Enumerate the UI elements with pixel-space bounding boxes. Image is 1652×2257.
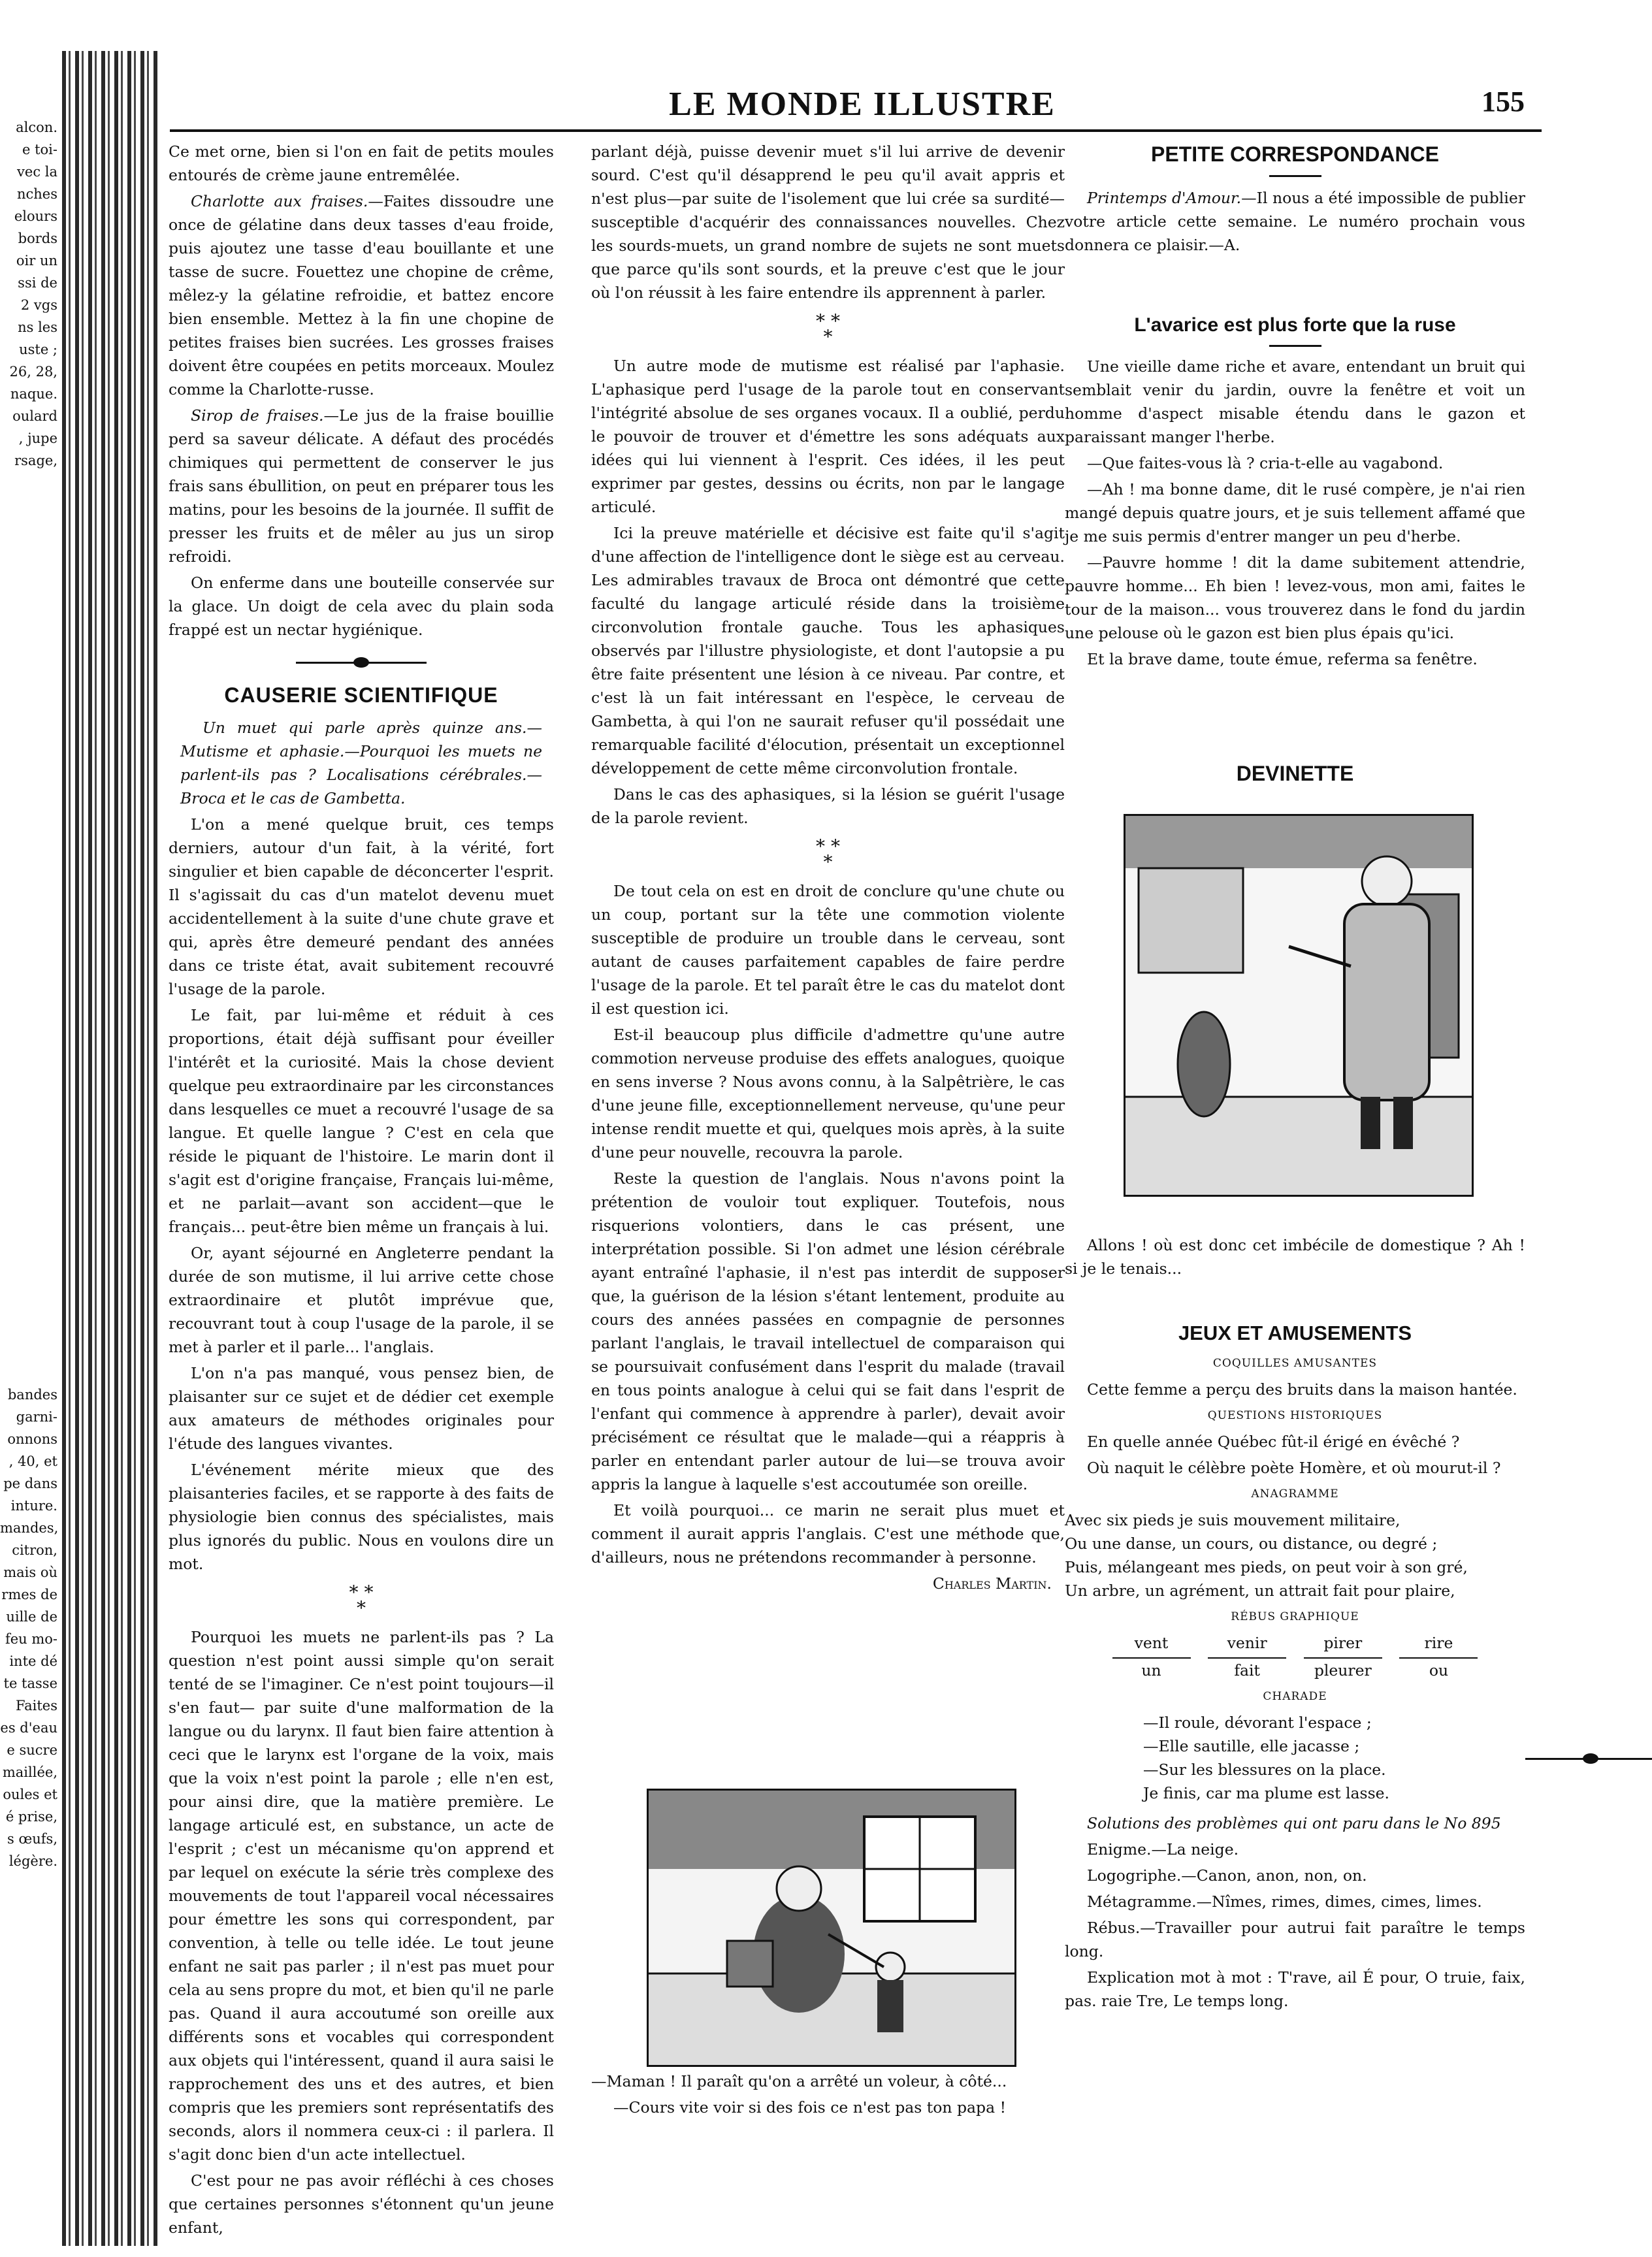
solutions-title: Solutions des problèmes qui ont paru dans le No 895: [1065, 1811, 1525, 1835]
rebus-top: rire: [1399, 1631, 1478, 1659]
paragraph: parlant déjà, puisse devenir muet s'il lui arrive de devenir sourd. C'est qu'il désapprend le peu qu'il avait appris et n'est plus—par suite de l'isolement que lui crée sa surdité—susceptible d'acquérir des connaissances nouvelles. Chez les sourds-muets, un grand nombre de sujets ne sont muets que parce qu'ils sont sourds, et la preuve c'est que le jour où l'on réussit à les faire entendre ils apprennent à parler.: [591, 140, 1065, 304]
recipe-text: —Le jus de la fraise bouillie perd sa saveur délicate. A défaut des procédés chimiques qui permettent de conserver le jus frais sans ébullition, on peut en préparer tous les matins, pour les besoins de la journée. Il suffit de presser les fruits et de mêler au jus un sirop refroidi.: [169, 406, 554, 566]
subheading: ANAGRAMME: [1065, 1482, 1525, 1506]
recipe-title: Sirop de fraises.: [191, 406, 323, 425]
trim-line: , 40, et: [0, 1450, 57, 1472]
rebus-top: venir: [1208, 1631, 1286, 1659]
short-rule: [1269, 175, 1321, 177]
correspondence-item: [1065, 186, 1525, 257]
trim-line: oulard: [0, 405, 57, 427]
trim-line: elours: [0, 205, 57, 227]
column-2: [591, 140, 1065, 1598]
rebus-graphic: [1112, 1631, 1478, 1682]
rebus-cell: [1399, 1631, 1478, 1682]
paragraph: C'est pour ne pas avoir réfléchi à ces choses que certaines personnes s'étonnent qu'un jeune enfant,: [169, 2169, 554, 2239]
trim-line: inture.: [0, 1495, 57, 1517]
ornament-divider: [1525, 1749, 1652, 1768]
trim-line: ns les: [0, 316, 57, 338]
petite-correspondance: [1065, 142, 1525, 259]
page-number: 155: [1482, 85, 1525, 118]
cartoon-drawing: [649, 1791, 1014, 2065]
trim-line: nches: [0, 183, 57, 205]
subheading: COQUILLES AMUSANTES: [1065, 1352, 1525, 1375]
article-summary: Un muet qui parle après quinze ans.—Mutisme et aphasie.—Pourquoi les muets ne parlent-ils pas ? Localisations cérébrales.—Broca et le cas de Gambetta.: [169, 716, 554, 810]
paragraph: Or, ayant séjourné en Angleterre pendant la durée de son mutisme, il lui arrive cette chose extraordinaire et plutôt imprévue que, recouvrant tout à coup l'usage de la parole, il se met à parler et il parle... l'anglais.: [169, 1241, 554, 1359]
verse-line: —Sur les blessures on la place.: [1143, 1758, 1525, 1781]
puzzle-text: Où naquit le célèbre poète Homère, et où mourut-il ?: [1065, 1456, 1525, 1480]
paragraph: Ici la preuve matérielle et décisive est faite qu'il s'agit d'une affection de l'intelligence dont le siège est au cerveau. Les admirables travaux de Broca ont démontré que cette faculté du langage articulé réside dans la troisième circonvolution frontale gauche. Tous les aphasiques observés par l'illustre physiologiste, et dont l'autopsie a pu être faite présentent une lésion à ce niveau. Par contre, et c'est là un fait intéressant en l'espèce, le cerveau de Gambetta, à qui l'on ne saurait refuser qu'il possédait une remarquable facilité d'élocution, présentait un exceptionnel développement de cette même circonvolution frontale.: [591, 521, 1065, 780]
paragraph: L'événement mérite mieux que des plaisanteries faciles, et se rapporte à des faits de physiologie bien connus des spécialistes, mais plus ignorés du public. Nous en voulons dire un mot.: [169, 1458, 554, 1576]
verse-line: Avec six pieds je suis mouvement militaire,: [1065, 1508, 1525, 1532]
paragraph: Reste la question de l'anglais. Nous n'avons point la prétention de vouloir tout expliquer. Toutefois, nous risquerions volontiers, dans le cas présent, une interprétation possible. Si l'on admet une lésion cérébrale ayant entraîné l'aphasie, il n'est pas interdit de supposer que, la guérison de la lésion s'étant lentement, produite au cours des années passées en compagnie de personnes parlant l'anglais, le travail intellectuel de comparaison qui se poursuivait confusément dans l'esprit du malade (travail en tous points analogue à celui qui se fait dans l'esprit de l'enfant qui commence à apprendre à parler), devait avoir précisément ce résultat que le malade—qui a réappris à parler en entendant parler autour de lui—se trouva avoir appris la langue à laquelle s'est accoutumée son oreille.: [591, 1167, 1065, 1496]
rebus-cell: [1304, 1631, 1382, 1682]
header-rule: [170, 129, 1542, 132]
paragraph: Un autre mode de mutisme est réalisé par l'aphasie. L'aphasique perd l'usage de la parole tout en conservant l'intégrité absolue de ses organes vocaux. Il a oublié, perdu le pouvoir de trouver et d'émettre les sons adéquats aux idées qui lui viennent à l'esprit. Ces idées, il les peut exprimer par gestes, dessins ou écrits, non par le langage articulé.: [591, 354, 1065, 519]
asterism: * * *: [591, 839, 1065, 870]
devinette-heading-block: [1065, 762, 1525, 785]
jeux-et-amusements: [1065, 1322, 1525, 2015]
author-signature: Charles Martin.: [591, 1572, 1065, 1595]
rebus-bottom: pleurer: [1304, 1659, 1382, 1682]
verse-line: Ou une danse, un cours, ou distance, ou degré ;: [1065, 1532, 1525, 1555]
asterism: * * *: [591, 314, 1065, 345]
recipe-text: —Faites dissoudre une once de gélatine dans deux tasses d'eau froide, puis ajoutez une tasse d'eau bouillante et une tasse de sucre. Fouettez une chopine de crême, mêlez-y la gélatine refroidie, et battez encore bien ensemble. Mettez à la fin une chopine de petites fraises bien sucrées. Les grosses fraises doivent être coupées en petits morceaux. Moulez comme la Charlotte-russe.: [169, 192, 554, 398]
trim-line: inte dé: [0, 1650, 57, 1672]
trim-line: oir un: [0, 250, 57, 272]
trim-line: légère.: [0, 1850, 57, 1872]
cartoon-illustration: [647, 1789, 1016, 2067]
puzzle-text: Cette femme a perçu des bruits dans la maison hantée.: [1065, 1378, 1525, 1401]
trim-line: bandes: [0, 1384, 57, 1406]
cartoon-caption: [591, 2070, 1065, 2122]
caption-line: —Maman ! Il paraît qu'on a arrêté un voleur, à côté...: [591, 2070, 1065, 2093]
trim-line: garni-: [0, 1406, 57, 1428]
anecdote-heading: L'avarice est plus forte que la ruse: [1065, 314, 1525, 337]
subheading: QUESTIONS HISTORIQUES: [1065, 1404, 1525, 1427]
trim-line: feu mo-: [0, 1628, 57, 1650]
trim-line: uille de: [0, 1606, 57, 1628]
rebus-cell: [1208, 1631, 1286, 1682]
paragraph: —Ah ! ma bonne dame, dit le rusé compère, je n'ai rien mangé depuis quatre jours, et je suis tellement affamé que je me suis permis d'entrer manger un peu d'herbe.: [1065, 478, 1525, 548]
solution-line: Explication mot à mot : T'rave, ail É pour, O truie, faix, pas. raie Tre, Le temps long.: [1065, 1966, 1525, 2013]
section-heading: DEVINETTE: [1065, 762, 1525, 785]
subheading: RÉBUS GRAPHIQUE: [1065, 1605, 1525, 1629]
column-1: [169, 140, 554, 2242]
trim-line: bords: [0, 227, 57, 250]
paragraph: —Que faites-vous là ? cria-t-elle au vagabond.: [1065, 451, 1525, 475]
paragraph: Une vieille dame riche et avare, entendant un bruit qui semblait venir du jardin, ouvre la fenêtre et voit un homme d'aspect misable étendu dans le gazon et paraissant manger l'herbe.: [1065, 355, 1525, 449]
binding-spine: [62, 51, 160, 2246]
anecdote-avarice: [1065, 314, 1525, 674]
trim-line: oules et: [0, 1783, 57, 1806]
caption-line: —Cours vite voir si des fois ce n'est pas ton papa !: [591, 2096, 1065, 2119]
trim-line: e toi-: [0, 138, 57, 161]
subheading: CHARADE: [1065, 1685, 1525, 1708]
left-page-fragment-top: [0, 116, 57, 472]
solution-line: Logogriphe.—Canon, anon, non, on.: [1065, 1864, 1525, 1887]
asterism: * * *: [169, 1585, 554, 1616]
trim-line: mandes,: [0, 1517, 57, 1539]
recipe-sirop: [169, 404, 554, 568]
charade-verse: [1065, 1711, 1525, 1805]
left-page-fragment-bottom: [0, 1384, 57, 1872]
trim-line: 2 vgs: [0, 294, 57, 316]
correspondence-title: Printemps d'Amour.: [1087, 189, 1241, 207]
trim-line: pe dans: [0, 1472, 57, 1495]
paragraph: Pourquoi les muets ne parlent-ils pas ? La question n'est point aussi simple qu'on serait tenté de se l'imaginer. Ce n'est point toujours—il s'en faut— par suite d'une malformation de la langue ou du larynx. Il faut bien faire attention à ceci que le larynx est l'organe de la voix, mais que la voix n'est point la parole ; elle n'en est, pour ainsi dire, que la matière première. Le langage articulé est, en substance, un acte de l'esprit ; c'est un mécanisme qu'on apprend et par lequel on exécute la série très complexe des mouvements de tout l'appareil vocal nécessaires pour émettre les sons qui correspondent, par convention, à telle ou telle idée. Le tout jeune enfant ne sait pas parler ; il n'est pas muet pour cela au sens propre du mot, et bien qu'il ne parle pas. Quand il aura accoutumé son oreille aux différents sons et vocables qui correspondent aux objets qui l'intéressent, quand il aura saisi le rapprochement des uns et des autres, et bien compris que les premiers sont représentatifs des seconds, alors il nommera ceux-ci : il parlera. Il s'agit donc bien d'un acte intellectuel.: [169, 1625, 554, 2166]
solution-line: Rébus.—Travailler pour autrui fait paraître le temps long.: [1065, 1916, 1525, 1963]
verse-line: Je finis, car ma plume est lasse.: [1143, 1781, 1525, 1805]
paragraph: L'on n'a pas manqué, vous pensez bien, de plaisanter sur ce sujet et de dédier cet exemple aux amateurs de méthodes originales pour l'étude des langues vivantes.: [169, 1361, 554, 1455]
paragraph: Dans le cas des aphasiques, si la lésion se guérit l'usage de la parole revient.: [591, 783, 1065, 830]
devinette-illustration: [1124, 814, 1474, 1197]
recipe-title: Charlotte aux fraises.: [191, 192, 368, 210]
trim-line: te tasse: [0, 1672, 57, 1695]
trim-line: vec la: [0, 161, 57, 183]
trim-line: maillée,: [0, 1761, 57, 1783]
trim-line: 26, 28,: [0, 361, 57, 383]
verse-line: Puis, mélangeant mes pieds, on peut voir à son gré,: [1065, 1555, 1525, 1579]
puzzle-text: En quelle année Québec fût-il érigé en évêché ?: [1065, 1430, 1525, 1453]
short-rule: [1269, 345, 1321, 347]
rebus-top: pirer: [1304, 1631, 1382, 1659]
section-heading: CAUSERIE SCIENTIFIQUE: [169, 683, 554, 707]
correspondence-text: —Il nous a été impossible de publier votre article cette semaine. Le numéro prochain vous donnera ce plaisir.—A.: [1065, 189, 1525, 254]
trim-line: alcon.: [0, 116, 57, 138]
devinette-drawing: [1126, 816, 1472, 1195]
paragraph: Le fait, par lui-même et réduit à ces proportions, était déjà suffisant pour éveiller l'intérêt et la curiosité. Mais la chose devient quelque peu extraordinaire par les circonstances dans lesquelles ce muet a recouvré l'usage de sa langue. Et quelle langue ? C'est en cela que réside le piquant de l'histoire. Le marin dont il s'agit est d'origine française, Français lui-même, et ne parlait—avant son accident—que le français... peut-être bien même un français à lui.: [169, 1003, 554, 1239]
trim-line: es d'eau: [0, 1717, 57, 1739]
rebus-bottom: ou: [1399, 1659, 1478, 1682]
verse-line: —Elle sautille, elle jacasse ;: [1143, 1734, 1525, 1758]
paragraph: On enferme dans une bouteille conservée sur la glace. Un doigt de cela avec du plain soda frappé est un nectar hygiénique.: [169, 571, 554, 641]
section-heading: JEUX ET AMUSEMENTS: [1065, 1322, 1525, 1345]
anagram-verse: [1065, 1508, 1525, 1602]
solution-line: Métagramme.—Nîmes, rimes, dimes, cimes, limes.: [1065, 1890, 1525, 1913]
ornament-divider: [296, 653, 427, 672]
verse-line: Un arbre, un agrément, un attrait fait pour plaire,: [1065, 1579, 1525, 1602]
trim-line: Faites: [0, 1695, 57, 1717]
rebus-cell: [1112, 1631, 1191, 1682]
rebus-bottom: fait: [1208, 1659, 1286, 1682]
trim-line: , jupe: [0, 427, 57, 449]
paragraph: Et voilà pourquoi... ce marin ne serait plus muet et comment il aurait appris l'anglais. C'est une méthode que, d'ailleurs, nous ne prétendons recommander à personne.: [591, 1499, 1065, 1569]
trim-line: uste ;: [0, 338, 57, 361]
trim-line: ssi de: [0, 272, 57, 294]
paragraph: Est-il beaucoup plus difficile d'admettre qu'une autre commotion nerveuse produise des effets analogues, quoique en sens inverse ? Nous avons connu, à la Salpêtrière, le cas d'une jeune fille, exceptionnellement nerveuse, qu'une peur intense rendit muette et qui, quelques mois après, à la suite d'une peur nouvelle, recouvra la parole.: [591, 1023, 1065, 1164]
recipe-charlotte: [169, 189, 554, 401]
verse-line: —Il roule, dévorant l'espace ;: [1143, 1711, 1525, 1734]
trim-line: naque.: [0, 383, 57, 405]
trim-line: e sucre: [0, 1739, 57, 1761]
trim-line: rsage,: [0, 449, 57, 472]
devinette-caption: [1065, 1233, 1525, 1283]
trim-line: s œufs,: [0, 1828, 57, 1850]
paragraph: Ce met orne, bien si l'on en fait de petits moules entourés de crème jaune entremêlée.: [169, 140, 554, 187]
trim-line: é prise,: [0, 1806, 57, 1828]
paragraph: De tout cela on est en droit de conclure qu'une chute ou un coup, portant sur la tête une commotion violente susceptible de produire un trouble dans le cerveau, sont autant de causes parfaitement capables de faire perdre l'usage de la parole. Et tel paraît être le cas du matelot dont il est question ici.: [591, 879, 1065, 1020]
trim-line: onnons: [0, 1428, 57, 1450]
paragraph: —Pauvre homme ! dit la dame subitement attendrie, pauvre homme... Eh bien ! levez-vous, mon ami, faites le tour de la maison... vous trouverez dans le fond du jardin une pelouse où le gazon est bien plus épais qu'ici.: [1065, 551, 1525, 645]
trim-line: rmes de: [0, 1583, 57, 1606]
trim-line: citron,: [0, 1539, 57, 1561]
paragraph: Et la brave dame, toute émue, referma sa fenêtre.: [1065, 647, 1525, 671]
rebus-top: vent: [1112, 1631, 1191, 1659]
masthead: LE MONDE ILLUSTRE: [627, 85, 1097, 123]
rebus-bottom: un: [1112, 1659, 1191, 1682]
paragraph: L'on a mené quelque bruit, ces temps derniers, autour d'un fait, à la vérité, fort singulier et bien capable de déconcerter l'esprit. Il s'agissait du cas d'un matelot devenu muet accidentellement à la suite d'une chute grave et qui, après être demeuré pendant des années dans ce triste état, avait subitement recouvré l'usage de la parole.: [169, 813, 554, 1001]
solution-line: Enigme.—La neige.: [1065, 1838, 1525, 1861]
section-heading: PETITE CORRESPONDANCE: [1065, 142, 1525, 166]
trim-line: mais où: [0, 1561, 57, 1583]
caption-text: Allons ! où est donc cet imbécile de domestique ? Ah ! si je le tenais...: [1065, 1233, 1525, 1280]
